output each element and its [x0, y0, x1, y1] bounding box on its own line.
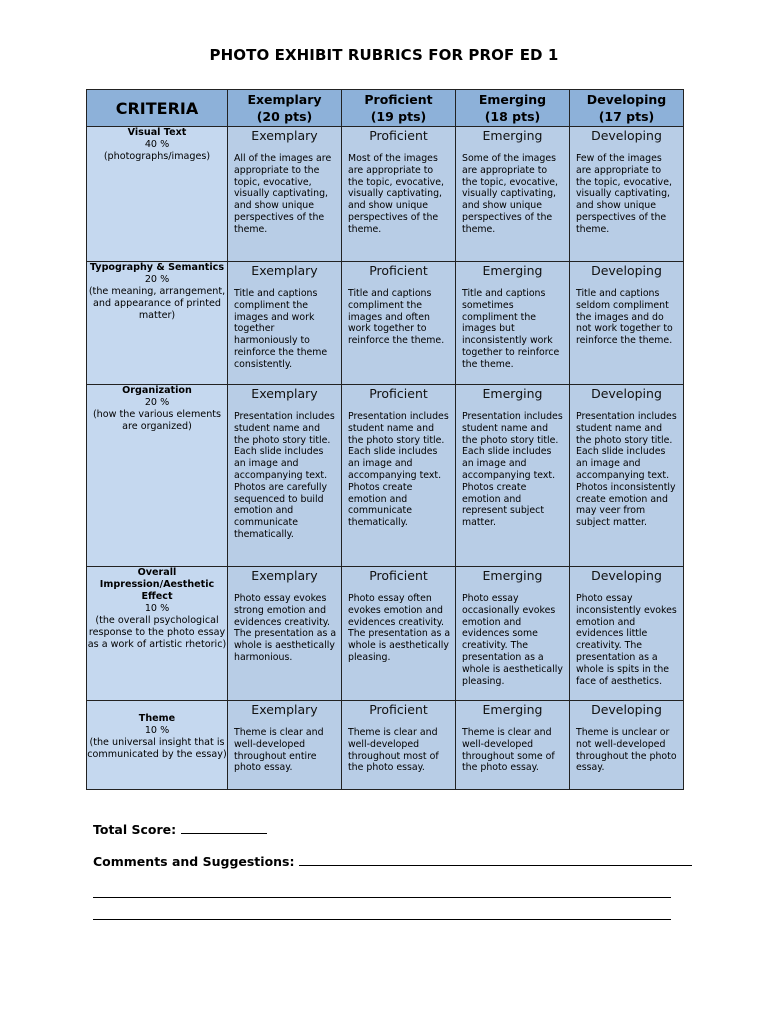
cell-description: Title and captions compliment the images and often work together to reinforce the theme.: [348, 288, 445, 347]
criterion-weight: 10 %: [144, 603, 170, 614]
cell-description: All of the images are appropriate to the topic, evocative, visually captivating, and show unique perspectives of the theme.: [234, 153, 332, 235]
cell-description: Title and captions sometimes compliment the images but inconsistently work together to reinforce the theme.: [462, 288, 560, 370]
cell-level-label: Developing: [591, 263, 662, 278]
cell-level-label: Exemplary: [251, 128, 318, 143]
rubric-cell: [570, 701, 684, 790]
rubric-cell: [228, 701, 342, 790]
comments-label: Comments and Suggestions:: [93, 854, 295, 869]
rubric-cell: [342, 567, 456, 701]
criterion-weight: 40 %: [144, 139, 170, 150]
criterion-name: Typography & Semantics: [89, 262, 225, 273]
criterion-name: Organization: [122, 385, 192, 396]
cell-description: Presentation includes student name and the photo story title. Each slide includes an image and accompanying text. Photos create emotion and represent subject matter.: [462, 411, 563, 529]
criterion-description: (photographs/images): [103, 151, 211, 162]
rubric-cell: [456, 567, 570, 701]
page-title: PHOTO EXHIBIT RUBRICS FOR PROF ED 1: [209, 46, 559, 64]
cell-description: Theme is clear and well-developed throughout some of the photo essay.: [462, 727, 555, 774]
criterion-description: (the meaning, arrangement, and appearance of printed matter): [88, 286, 226, 321]
rubric-cell: [570, 262, 684, 385]
comments-rule-1[interactable]: [93, 897, 671, 898]
rubric-row-theme: [87, 701, 684, 790]
criterion-name: Overall Impression/Aesthetic Effect: [99, 567, 215, 602]
rubric-cell: [342, 262, 456, 385]
cell-level-label: Emerging: [482, 386, 543, 401]
rubric-row-overall-impression: [87, 567, 684, 701]
cell-level-label: Developing: [591, 128, 662, 143]
rubric-row-visual-text: [87, 127, 684, 262]
criterion-name: Theme: [138, 713, 176, 724]
cell-description: Photo essay evokes strong emotion and evidences creativity. The presentation as a whole is aesthetically harmonious.: [234, 593, 337, 663]
criterion-weight: 20 %: [144, 397, 170, 408]
rubric-cell: [570, 127, 684, 262]
rubric-cell: [456, 262, 570, 385]
rubric-cell: [228, 262, 342, 385]
cell-description: Title and captions seldom compliment the images and do not work together to reinforce the theme.: [576, 288, 673, 347]
criterion-description: (the universal insight that is communicated by the essay): [87, 737, 227, 760]
criterion-name: Visual Text: [127, 127, 187, 138]
rubric-cell: [456, 385, 570, 567]
criterion-cell: [87, 567, 228, 701]
cell-description: Photo essay occasionally evokes emotion and evidences some creativity. The presentation as a whole is aesthetically pleasing.: [462, 593, 563, 687]
level-header-emerging: Emerging (18 pts): [456, 90, 570, 127]
rubric-cell: [456, 127, 570, 262]
cell-description: Title and captions compliment the images and work together harmoniously to reinforce the theme consistently.: [234, 288, 328, 370]
total-score-blank[interactable]: [181, 821, 267, 834]
rubric-cell: [342, 127, 456, 262]
rubric-cell: [342, 385, 456, 567]
cell-level-label: Emerging: [482, 128, 543, 143]
criterion-cell: [87, 701, 228, 790]
cell-level-label: Exemplary: [251, 568, 318, 583]
cell-description: Presentation includes student name and the photo story title. Each slide includes an image and accompanying text. Photos are carefully sequenced to build emotion and communicate thematically.: [234, 411, 335, 540]
cell-description: Presentation includes student name and the photo story title. Each slide includes an image and accompanying text. Photos inconsistently create emotion and may veer from subject matter.: [576, 411, 677, 529]
rubric-cell: [570, 567, 684, 701]
rubric-table: [86, 89, 684, 790]
cell-description: Theme is clear and well-developed throughout entire photo essay.: [234, 727, 324, 774]
cell-level-label: Developing: [591, 702, 662, 717]
criterion-cell: [87, 127, 228, 262]
cell-description: Theme is unclear or not well-developed throughout the photo essay.: [576, 727, 677, 774]
cell-level-label: Exemplary: [251, 702, 318, 717]
cell-description: Some of the images are appropriate to the topic, evocative, visually captivating, and show unique perspectives of the theme.: [462, 153, 558, 235]
criterion-cell: [87, 385, 228, 567]
cell-level-label: Proficient: [369, 568, 428, 583]
rubric-row-typography: [87, 262, 684, 385]
comments-blank[interactable]: [299, 853, 692, 866]
cell-level-label: Proficient: [369, 128, 428, 143]
comments-rule-2[interactable]: [93, 919, 671, 920]
rubric-row-organization: [87, 385, 684, 567]
cell-description: Presentation includes student name and the photo story title. Each slide includes an image and accompanying text. Photos create emotion and communicate thematically.: [348, 411, 449, 529]
rubric-cell: [456, 701, 570, 790]
criterion-description: (the overall psychological response to the photo essay as a work of artistic rhetoric): [87, 615, 227, 650]
total-score-label: Total Score:: [93, 822, 177, 837]
cell-level-label: Emerging: [482, 702, 543, 717]
cell-description: Photo essay inconsistently evokes emotion and evidences little creativity. The presentation as a whole is spits in the face of aesthetics.: [576, 593, 677, 687]
rubric-cell: [570, 385, 684, 567]
cell-description: Few of the images are appropriate to the topic, evocative, visually captivating, and show unique perspectives of the theme.: [576, 153, 672, 235]
cell-description: Photo essay often evokes emotion and evidences creativity. The presentation as a whole is aesthetically pleasing.: [348, 593, 451, 663]
criteria-header: CRITERIA: [87, 90, 228, 127]
criterion-weight: 20 %: [144, 274, 170, 285]
criterion-description: (how the various elements are organized): [92, 409, 222, 432]
level-header-exemplary: Exemplary (20 pts): [228, 90, 342, 127]
header-row: [87, 90, 684, 127]
cell-level-label: Proficient: [369, 263, 428, 278]
level-header-developing: Developing (17 pts): [570, 90, 684, 127]
total-score-line: [93, 821, 267, 837]
comments-line: [93, 853, 692, 869]
rubric-cell: [228, 567, 342, 701]
cell-level-label: Exemplary: [251, 386, 318, 401]
cell-level-label: Developing: [591, 386, 662, 401]
cell-level-label: Developing: [591, 568, 662, 583]
rubric-cell: [228, 385, 342, 567]
rubric-cell: [342, 701, 456, 790]
cell-level-label: Proficient: [369, 386, 428, 401]
rubric-cell: [228, 127, 342, 262]
criterion-weight: 10 %: [144, 725, 170, 736]
cell-level-label: Emerging: [482, 263, 543, 278]
cell-description: Theme is clear and well-developed throughout most of the photo essay.: [348, 727, 439, 774]
cell-level-label: Emerging: [482, 568, 543, 583]
criterion-cell: [87, 262, 228, 385]
level-header-proficient: Proficient (19 pts): [342, 90, 456, 127]
cell-description: Most of the images are appropriate to the topic, evocative, visually captivating, and show unique perspectives of the theme.: [348, 153, 444, 235]
cell-level-label: Proficient: [369, 702, 428, 717]
cell-level-label: Exemplary: [251, 263, 318, 278]
